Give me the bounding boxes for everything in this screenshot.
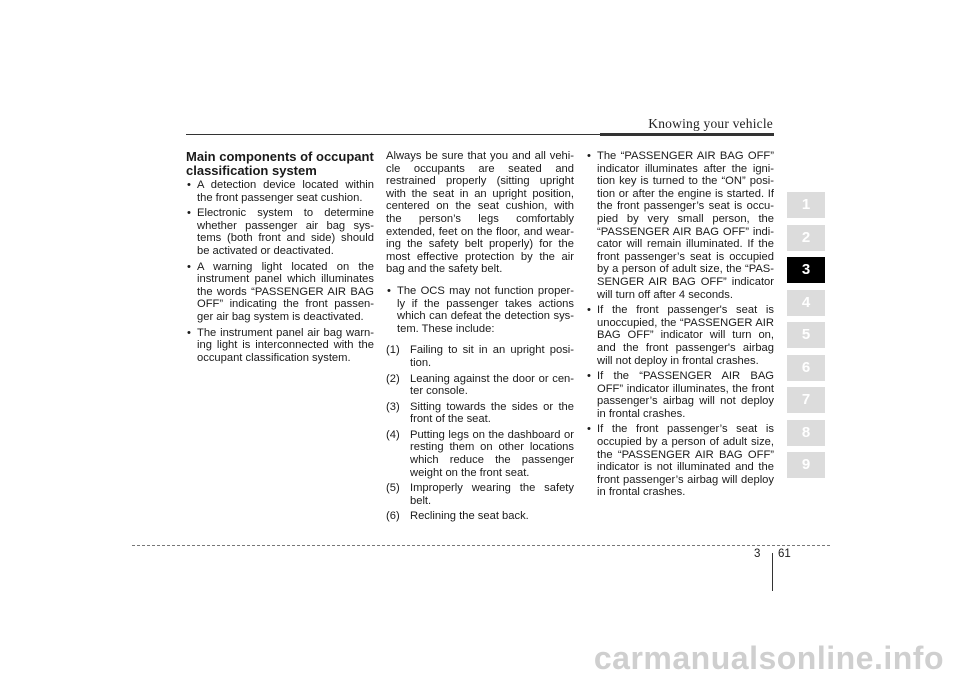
- item-text: Sitting towards the sides or the front of the seat.: [410, 400, 574, 426]
- column-3: [586, 150, 774, 508]
- chapter-tab-7[interactable]: 7: [787, 387, 825, 413]
- numbered-item: [386, 373, 574, 398]
- section-number: 3: [754, 548, 761, 560]
- item-number: (3): [386, 400, 400, 413]
- item-number: (1): [386, 344, 400, 357]
- chapter-tab-4[interactable]: 4: [787, 290, 825, 316]
- watermark: carmanualsonline.info: [593, 640, 944, 676]
- list-item: • A detection device located within the front passenger seat cushion.: [186, 179, 374, 204]
- header-rule-accent: [600, 133, 774, 136]
- chapter-tab-2[interactable]: 2: [787, 225, 825, 251]
- footer-divider: [772, 553, 773, 591]
- item-number: (6): [386, 510, 400, 523]
- chapter-tab-6[interactable]: 6: [787, 355, 825, 381]
- list-item: • The OCS may not function proper-ly if the passenger takes actions which can defeat the detection sys-tem. These include:: [386, 285, 574, 335]
- footer-rule: [132, 545, 830, 546]
- chapter-tabs: [787, 192, 825, 485]
- numbered-item: [386, 429, 574, 479]
- list-item: • If the front passenger’s seat is occupied by a person of adult size, the “PASSENGER AIR BAG OFF” indicator is not illuminated and the front passenger’s airbag will deploy in frontal crashes.: [586, 423, 774, 499]
- list-item: • Electronic system to determine whether passenger air bag sys-tems (both front and side) should be activated or deactivated.: [186, 207, 374, 257]
- list-item: • The instrument panel air bag warn-ing light is interconnected with the occupant classification system.: [186, 327, 374, 365]
- item-number: (5): [386, 482, 400, 495]
- header-title: Knowing your vehicle: [648, 116, 773, 131]
- numbered-item: [386, 510, 574, 523]
- list-item: • If the “PASSENGER AIR BAG OFF” indicator illuminates, the front passenger’s airbag will not deploy in frontal crashes.: [586, 370, 774, 420]
- chapter-tab-1[interactable]: 1: [787, 192, 825, 218]
- components-list: [186, 179, 374, 364]
- item-text: Leaning against the door or cen-ter console.: [410, 372, 574, 398]
- list-item: • The “PASSENGER AIR BAG OFF” indicator illuminates after the igni-tion key is turned to the “ON” posi-tion or after the engine is started. If the front passenger’s seat is occu-pied by very small person, the “PASSENGER AIR BAG OFF” indi-cator will remain illuminated. If the front passenger’s seat is occupied by a person of adult size, the “PAS-SENGER AIR BAG OFF” indicator will turn off after 4 seconds.: [586, 150, 774, 301]
- item-number: (4): [386, 428, 400, 441]
- intro-paragraph: Always be sure that you and all vehi-cle occupants are seated and restrained properly (sitting upright with the seat in an upright position, centered on the seat cushion, with the person’s legs comfortably extended, feet on the floor, and wear-ing the safety belt properly) for the most effective protection by the air bag and the safety belt.: [386, 150, 574, 276]
- item-text: Failing to sit in an upright posi-tion.: [410, 344, 574, 369]
- list-item: • A warning light located on the instrument panel which illuminates the words “PASSENGER AIR BAG OFF” indicating the front passen-ger air bag system is deactivated.: [186, 261, 374, 324]
- chapter-tab-9[interactable]: 9: [787, 452, 825, 478]
- item-text: Putting legs on the dashboard or resting them on other locations which reduce the passenger weight on the front seat.: [410, 428, 574, 479]
- item-text: Reclining the seat back.: [410, 510, 529, 523]
- numbered-item: [386, 482, 574, 507]
- ocs-note-list: [386, 285, 574, 335]
- item-text: Improperly wearing the safety belt.: [410, 482, 574, 507]
- chapter-tab-3[interactable]: 3: [787, 257, 825, 283]
- page-number: 61: [778, 548, 791, 560]
- item-number: (2): [386, 372, 400, 385]
- chapter-tab-5[interactable]: 5: [787, 322, 825, 348]
- chapter-tab-8[interactable]: 8: [787, 420, 825, 446]
- numbered-list: [386, 344, 574, 523]
- numbered-item: [386, 344, 574, 369]
- section-heading: Main components of occupant classification system: [186, 149, 374, 178]
- indicator-list: [586, 150, 774, 499]
- numbered-item: [386, 401, 574, 426]
- column-1: [186, 150, 374, 373]
- list-item: • If the front passenger's seat is unoccupied, the “PASSENGER AIR BAG OFF” indicator will turn on, and the front passenger's airbag will not deploy in frontal crashes.: [586, 304, 774, 367]
- column-2: [386, 150, 574, 526]
